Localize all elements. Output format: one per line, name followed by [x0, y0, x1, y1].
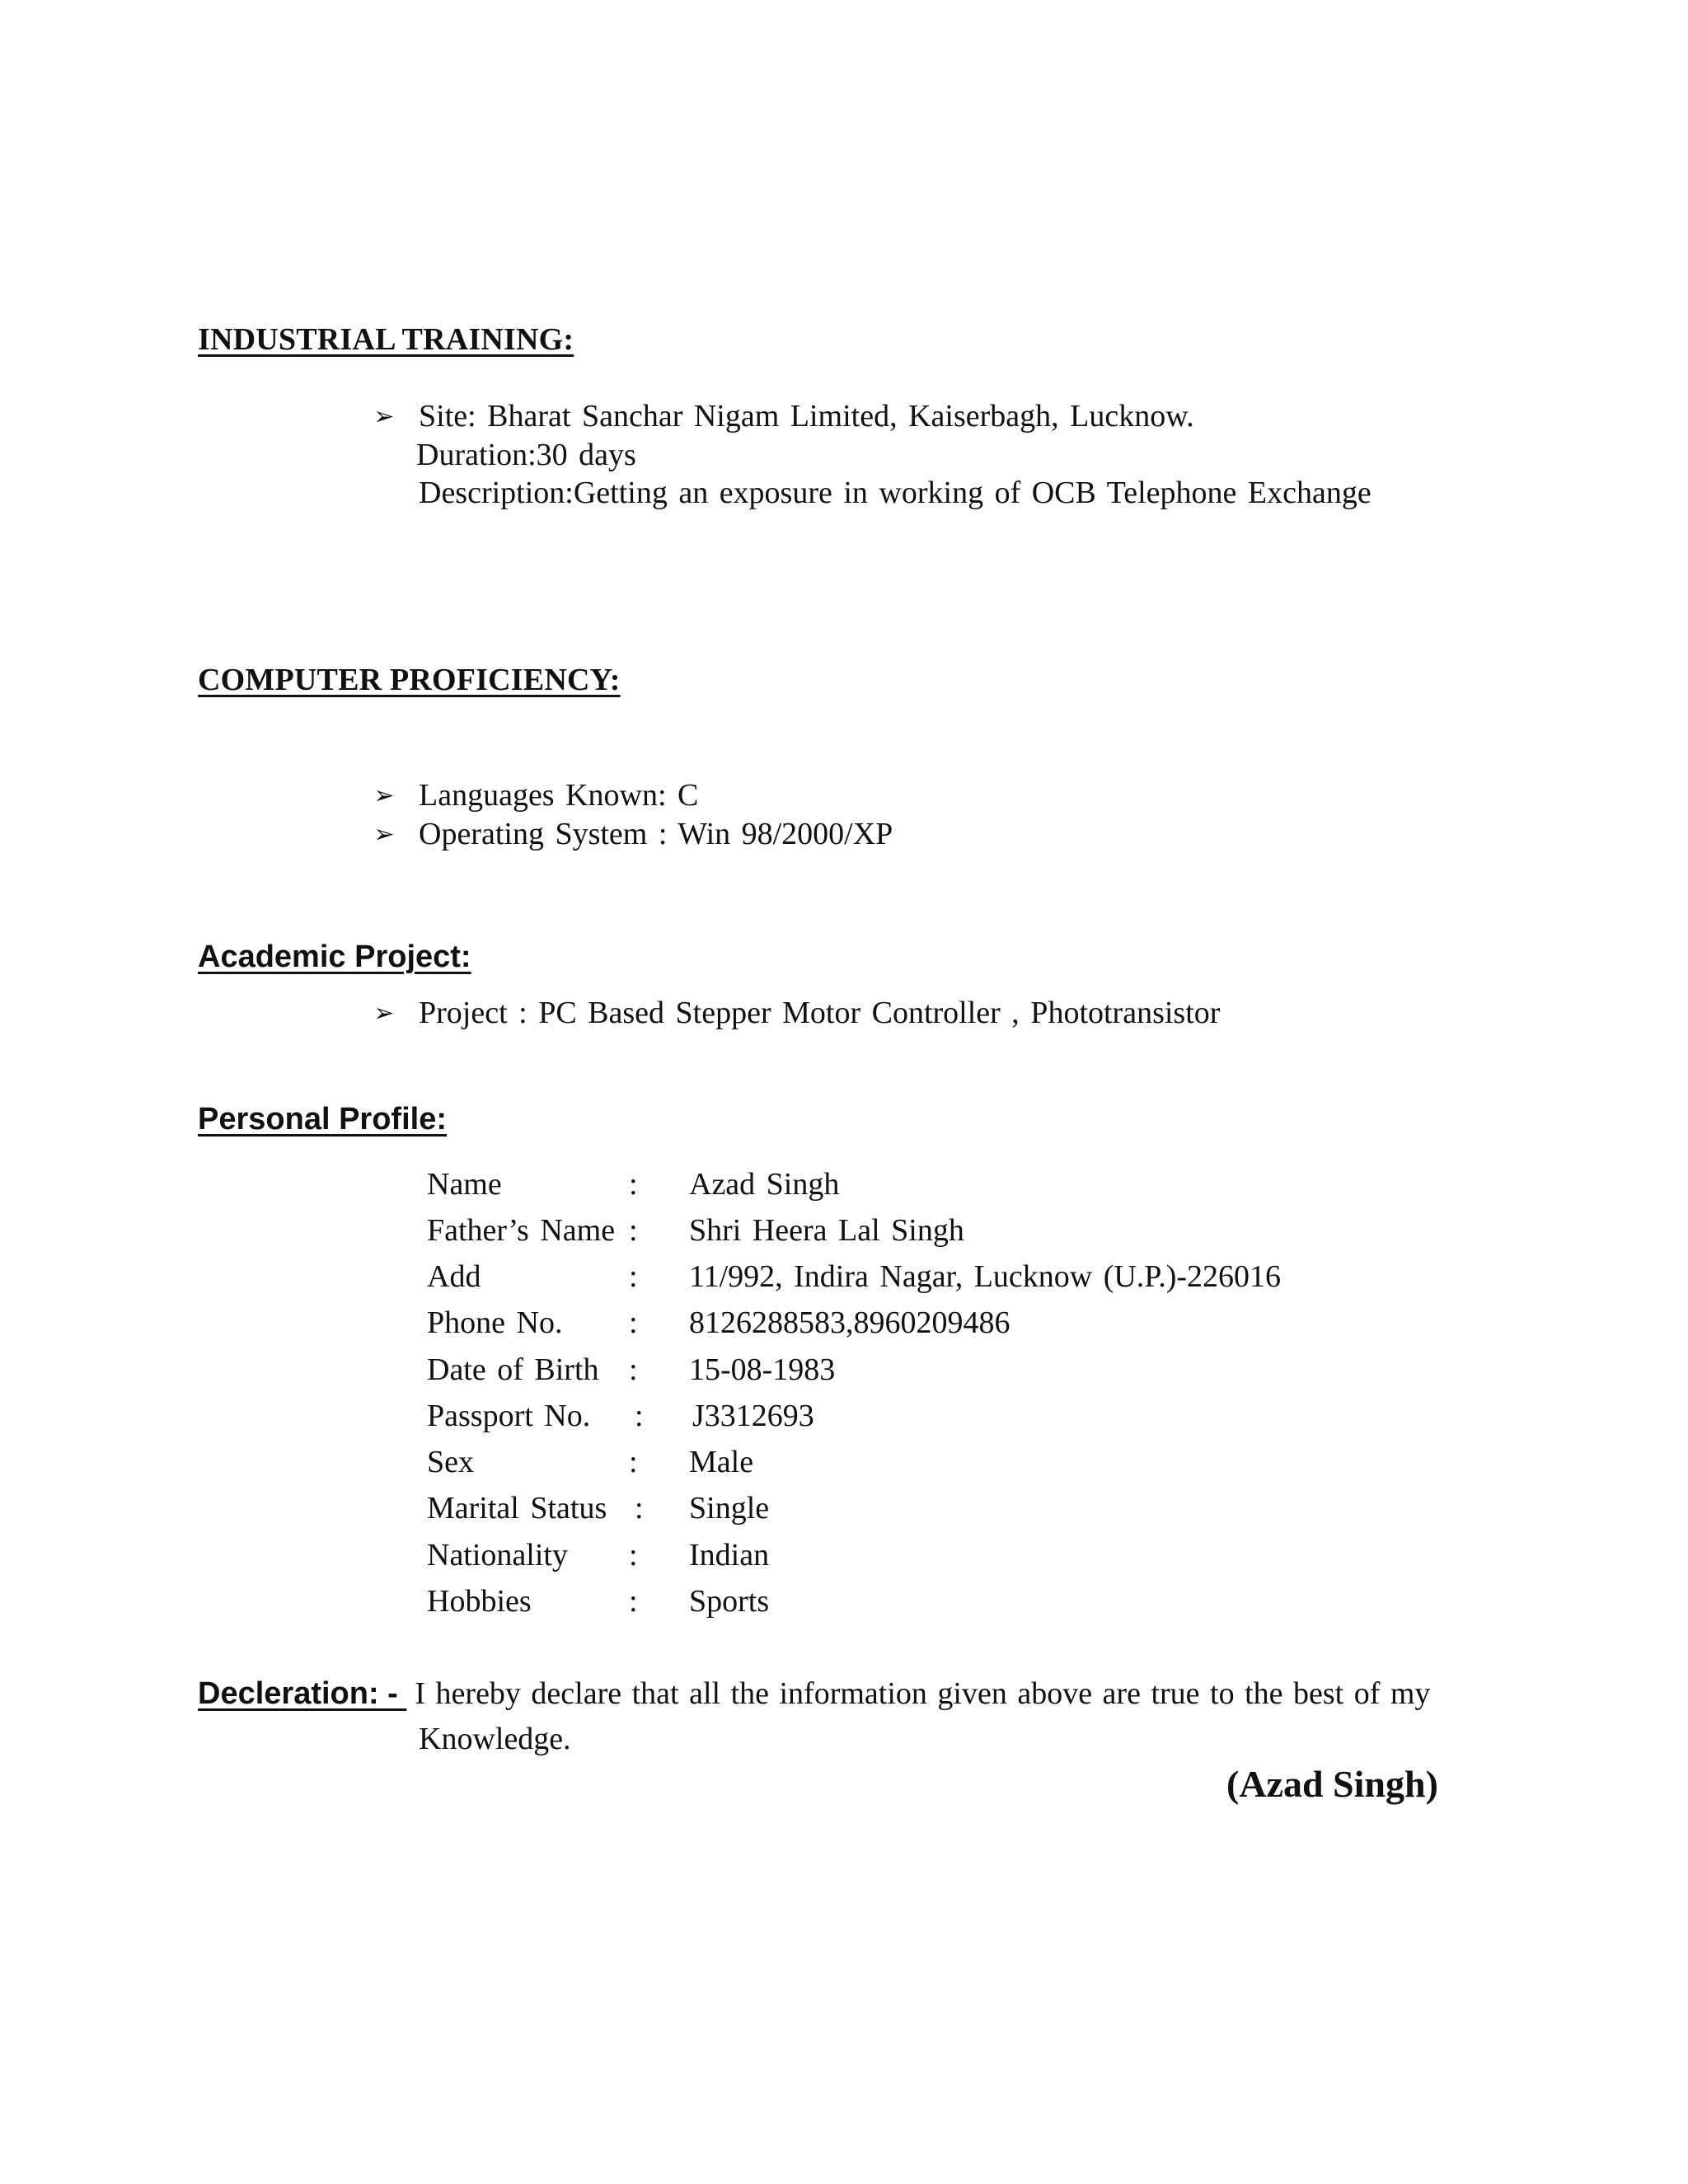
academic-project-item [373, 994, 1221, 1034]
profile-value: Azad Singh [689, 1167, 840, 1202]
profile-label: Nationality [427, 1538, 568, 1572]
profile-separator: : [635, 1399, 644, 1433]
profile-label: Hobbies [427, 1584, 532, 1619]
profile-separator: : [629, 1584, 638, 1619]
profile-separator: : [629, 1352, 638, 1387]
proficiency-item [373, 815, 893, 855]
profile-value: 15-08-1983 [689, 1352, 836, 1387]
declaration-text: I hereby declare that all the information given above are true to the best of my [415, 1676, 1431, 1711]
profile-label: Marital Status [427, 1491, 607, 1526]
profile-value: 11/992, Indira Nagar, Lucknow (U.P.)-226016 [689, 1259, 1282, 1294]
profile-value: 8126288583,8960209486 [689, 1305, 1010, 1340]
profile-label: Add [427, 1259, 481, 1294]
academic-project-heading: Academic Project: [198, 940, 471, 974]
profile-label: Sex [427, 1445, 474, 1479]
profile-separator: : [629, 1167, 638, 1202]
profile-value: J3312693 [692, 1399, 814, 1433]
profile-label: Passport No. [427, 1399, 591, 1433]
profile-separator: : [629, 1445, 638, 1479]
declaration-line [198, 1675, 1430, 1713]
profile-label: Phone No. [427, 1305, 563, 1340]
computer-proficiency-heading: COMPUTER PROFICIENCY: [198, 663, 621, 697]
profile-value: Indian [689, 1538, 770, 1572]
profile-separator: : [629, 1213, 638, 1248]
profile-value: Shri Heera Lal Singh [689, 1213, 964, 1248]
bullet-arrow-icon: ➢ [373, 999, 395, 1028]
industrial-training-description: Description:Getting an exposure in working of OCB Telephone Exchange [419, 476, 1372, 510]
proficiency-item-text: Operating System : Win 98/2000/XP [419, 817, 893, 851]
academic-project-text: Project : PC Based Stepper Motor Controller , Phototransistor [419, 996, 1221, 1030]
profile-value: Single [689, 1491, 770, 1526]
industrial-training-site [373, 397, 1194, 438]
profile-value: Sports [689, 1584, 770, 1619]
signature-name: (Azad Singh) [1226, 1763, 1438, 1805]
industrial-training-heading: INDUSTRIAL TRAINING: [198, 322, 574, 357]
training-site-text: Site: Bharat Sanchar Nigam Limited, Kaiserbagh, Lucknow. [419, 399, 1194, 434]
profile-separator: : [629, 1305, 638, 1340]
profile-separator: : [629, 1259, 638, 1294]
profile-label: Date of Birth [427, 1352, 599, 1387]
bullet-arrow-icon: ➢ [373, 820, 395, 849]
proficiency-item [373, 776, 699, 817]
proficiency-item-text: Languages Known: C [419, 778, 699, 813]
bullet-arrow-icon: ➢ [373, 402, 395, 431]
bullet-arrow-icon: ➢ [373, 781, 395, 810]
profile-value: Male [689, 1445, 754, 1479]
profile-label: Name [427, 1167, 502, 1202]
declaration-text-continued: Knowledge. [419, 1722, 571, 1756]
personal-profile-heading: Personal Profile: [198, 1102, 447, 1137]
declaration-heading: Decleration: - [198, 1676, 407, 1711]
profile-label: Father’s Name [427, 1213, 616, 1248]
profile-separator: : [629, 1538, 638, 1572]
industrial-training-duration: Duration:30 days [416, 438, 636, 472]
profile-separator: : [635, 1491, 644, 1526]
